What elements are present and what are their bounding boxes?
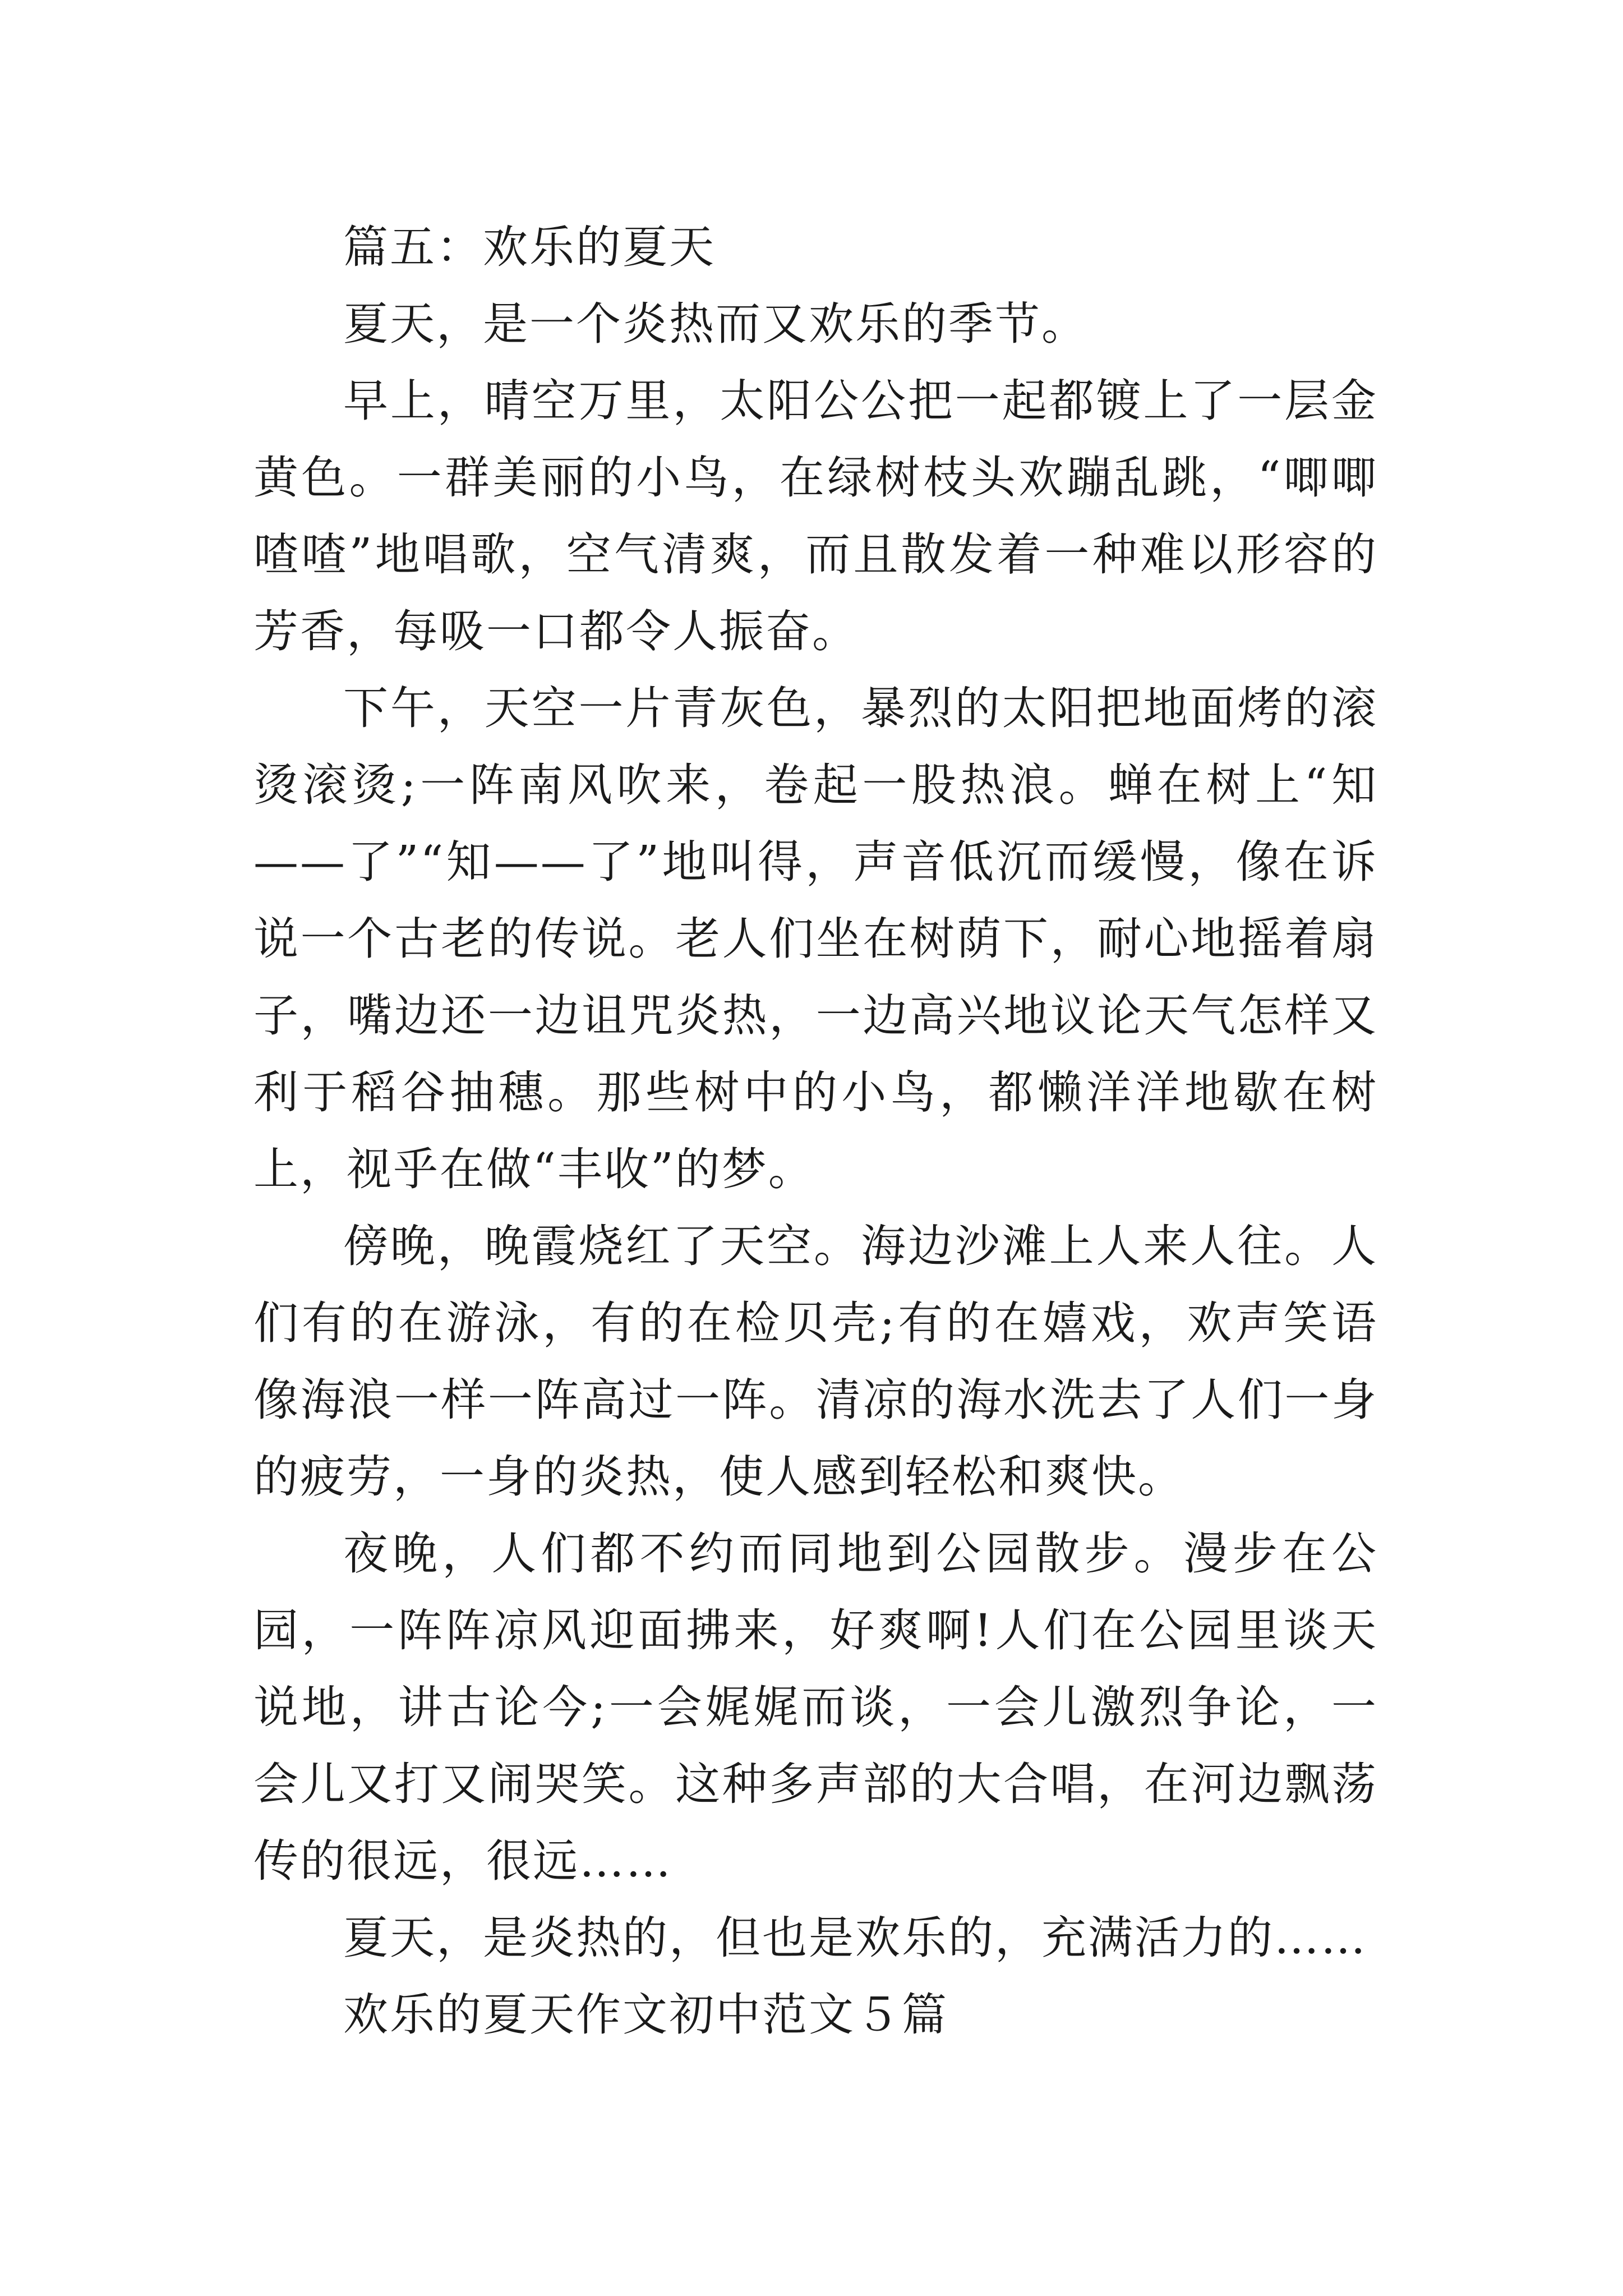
- paragraph-morning: 早上，晴空万里，太阳公公把一起都镀上了一层金黄色。一群美丽的小鸟，在绿树枝头欢蹦乱跳，“唧唧喳喳”地唱歌，空气清爽，而且散发着一种难以形容的芳香，每吸一口都令人振奋。: [253, 375, 1378, 657]
- document-footer-title: 欢乐的夏天作文初中范文５篇: [343, 1989, 948, 2041]
- document-body: [253, 209, 1378, 2053]
- paragraph-afternoon: 下午，天空一片青灰色，暴烈的太阳把地面烤的滚烫滚烫;一阵南风吹来，卷起一股热浪。蝉在树上“知——了”“知——了”地叫得，声音低沉而缓慢，像在诉说一个古老的传说。老人们坐在树荫下，耐心地摇着扇子，嘴边还一边诅咒炎热，一边高兴地议论天气怎样又利于稻谷抽穗。那些树中的小鸟，都懒洋洋地歇在树上，视乎在做“丰收”的梦。: [253, 682, 1378, 1195]
- paragraph-conclusion: 夏天，是炎热的，但也是欢乐的，充满活力的……: [343, 1912, 1367, 1964]
- paragraph-intro: 夏天，是一个炎热而又欢乐的季节。: [343, 298, 1088, 350]
- section-heading: 篇五：欢乐的夏天: [343, 221, 716, 273]
- paragraph-night: 夜晚，人们都不约而同地到公园散步。漫步在公园，一阵阵凉风迎面拂来，好爽啊!人们在公园里谈天说地，讲古论今;一会娓娓而谈，一会儿激烈争论，一会儿又打又闹哭笑。这种多声部的大合唱，在河边飘荡传的很远，很远……: [253, 1527, 1378, 1887]
- paragraph-evening: 傍晚，晚霞烧红了天空。海边沙滩上人来人往。人们有的在游泳，有的在检贝壳;有的在嬉戏，欢声笑语像海浪一样一阵高过一阵。清凉的海水洗去了人们一身的疲劳，一身的炎热，使人感到轻松和爽快。: [253, 1220, 1378, 1503]
